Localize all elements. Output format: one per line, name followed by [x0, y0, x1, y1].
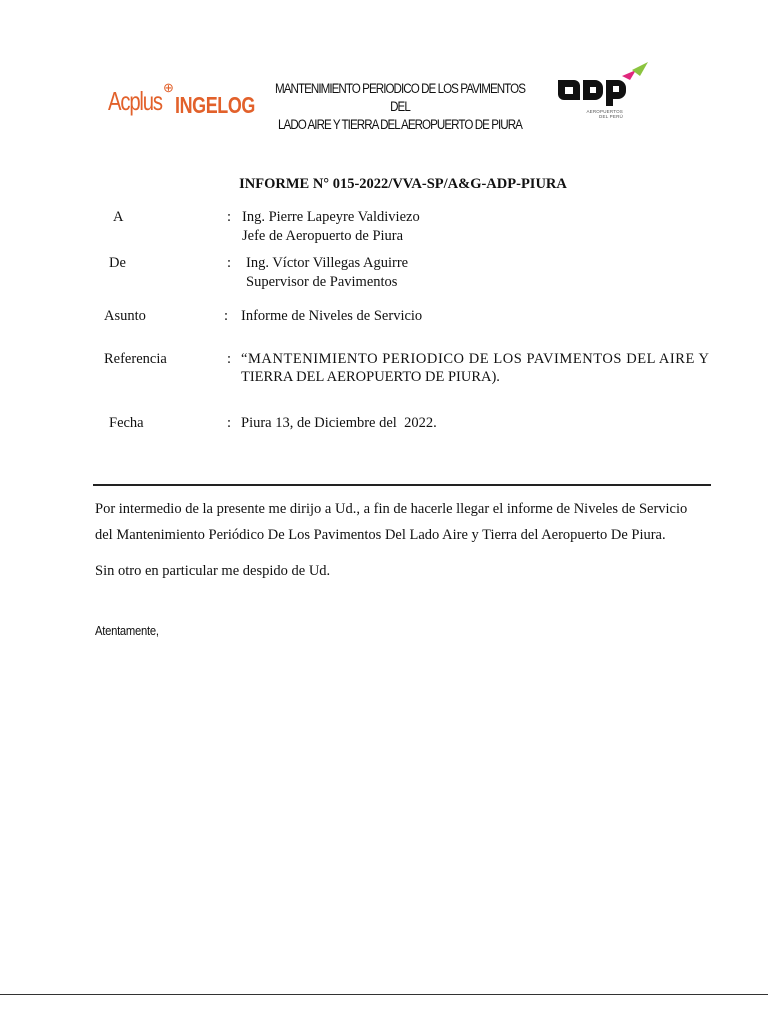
- reference-label: Referencia: [104, 351, 167, 367]
- from-role: Supervisor de Pavimentos: [246, 274, 398, 290]
- farewell-paragraph: Sin otro en particular me despido de Ud.: [95, 563, 331, 579]
- section-divider: [93, 484, 711, 486]
- reference-colon: :: [227, 351, 232, 367]
- plus-circle-icon: ⊕: [163, 80, 174, 95]
- subject-colon: :: [224, 308, 229, 324]
- reference-line2: TIERRA DEL AEROPUERTO DE PIURA).: [241, 369, 500, 385]
- to-colon: :: [227, 209, 232, 225]
- subject-label: Asunto: [104, 308, 146, 324]
- closing-text: Atentamente,: [95, 624, 159, 638]
- acplus-ingelog-logo: [108, 78, 255, 124]
- date-value: Piura 13, de Diciembre del 2022.: [241, 415, 437, 431]
- from-name: Ing. Víctor Villegas Aguirre: [246, 255, 409, 271]
- header-title-line2: LADO AIRE Y TIERRA DEL AEROPUERTO DE PIURA: [278, 117, 522, 132]
- to-role: Jefe de Aeropuerto de Piura: [242, 228, 404, 244]
- report-title: INFORME N° 015-2022/VVA-SP/A&G-ADP-PIURA: [239, 176, 567, 192]
- body-paragraph-line1: Por intermedio de la presente me dirijo a Ud., a fin de hacerle llegar el informe de Niveles de Servicio: [95, 501, 688, 517]
- page-bottom-border: [0, 994, 768, 995]
- date-colon: :: [227, 415, 232, 431]
- to-name: Ing. Pierre Lapeyre Valdiviezo: [242, 209, 420, 225]
- adp-logo-mark: [556, 60, 652, 110]
- reference-line1: “MANTENIMIENTO PERIODICO DE LOS PAVIMENTOS DEL AIRE Y: [241, 351, 710, 367]
- adp-logo-subtitle: AEROPUERTOS DEL PERÚ: [586, 109, 623, 119]
- from-label: De: [109, 255, 126, 271]
- acplus-logo-text: Acplus: [108, 86, 162, 116]
- adp-logo: [556, 60, 652, 122]
- header-title-line1: MANTENIMIENTO PERIODICO DE LOS PAVIMENTOS DEL: [274, 81, 525, 114]
- body-paragraph-line2: del Mantenimiento Periódico De Los Pavimentos Del Lado Aire y Tierra del Aeropuerto De Piura.: [95, 527, 666, 543]
- date-label: Fecha: [109, 415, 144, 431]
- from-colon: :: [227, 255, 232, 271]
- header-title: [271, 80, 529, 134]
- ingelog-logo-text: INGELOG: [175, 92, 255, 118]
- to-label: A: [113, 209, 124, 225]
- subject-value: Informe de Niveles de Servicio: [241, 308, 423, 324]
